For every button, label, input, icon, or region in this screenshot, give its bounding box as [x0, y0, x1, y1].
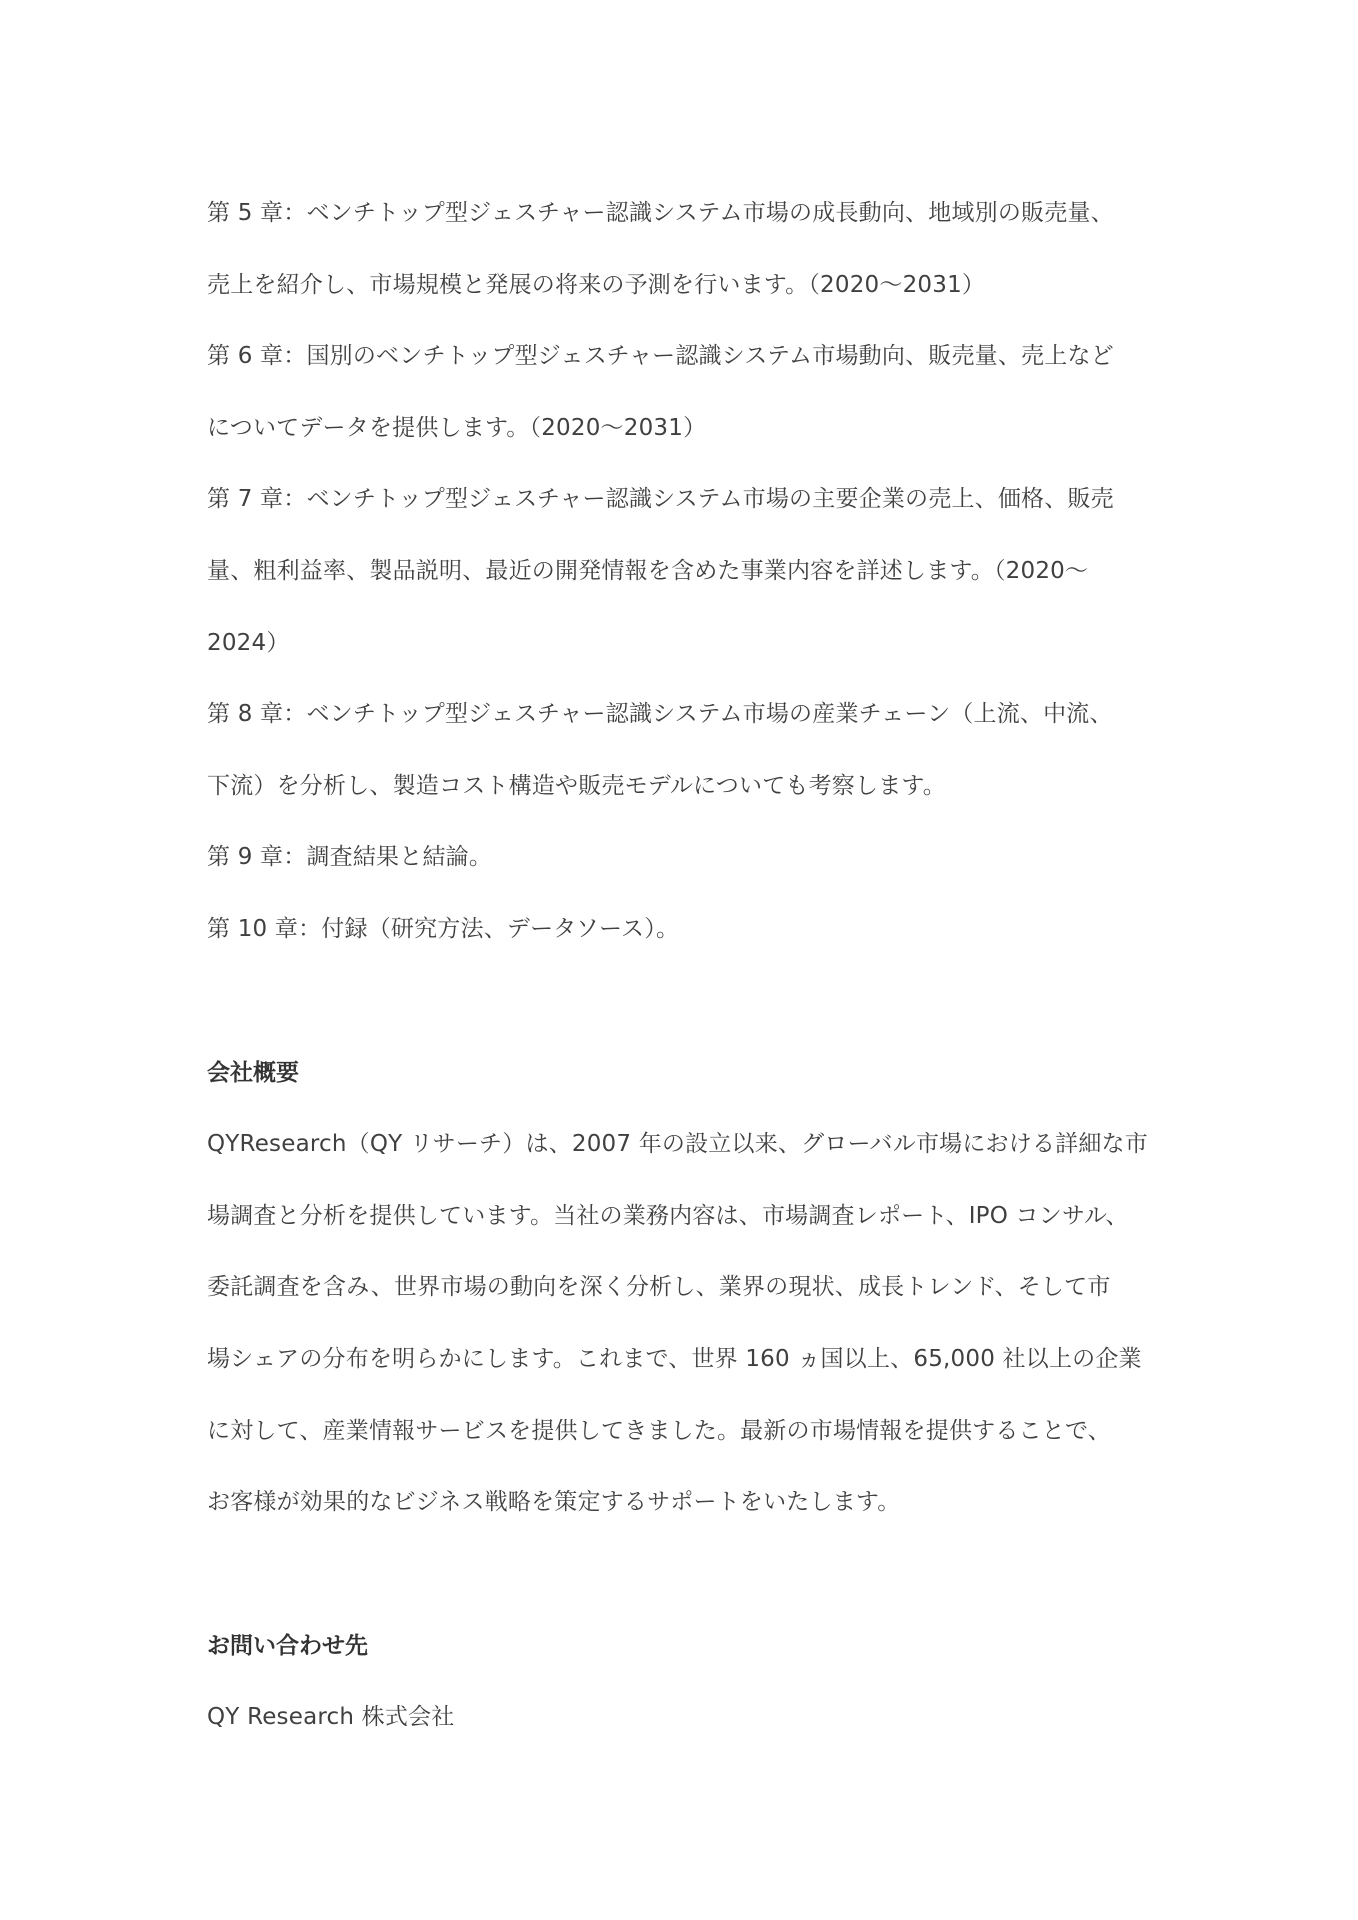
chapter-line: 2024）	[207, 629, 290, 656]
chapter-line: 第 10 章：付録（研究方法、データソース）。	[207, 915, 680, 942]
chapter-line: 第 5 章：ベンチトップ型ジェスチャー認識システム市場の成長動向、地域別の販売量、	[207, 200, 1114, 226]
company-overview-line: 場シェアの分布を明らかにします。これまで、世界 160 ヵ国以上、65,000 社以上の企業	[207, 1345, 1142, 1372]
contact-company-name: QY Research 株式会社	[207, 1704, 455, 1731]
chapter-line: 売上を紹介し、市場規模と発展の将来の予測を行います。（2020～2031）	[207, 271, 986, 298]
chapter-line: 下流）を分析し、製造コスト構造や販売モデルについても考察します。	[207, 772, 946, 799]
contact-heading: お問い合わせ先	[207, 1632, 368, 1659]
company-overview-heading: 会社概要	[207, 1059, 299, 1086]
chapter-list	[207, 178, 1167, 966]
section-spacer	[207, 966, 1167, 1038]
company-overview-line: お客様が効果的なビジネス戦略を策定するサポートをいたします。	[207, 1489, 901, 1516]
company-overview-line: に対して、産業情報サービスを提供してきました。最新の市場情報を提供することで、	[207, 1417, 1111, 1444]
company-overview-section	[207, 1038, 1167, 1539]
document-body	[207, 178, 1167, 1754]
chapter-line: 量、粗利益率、製品説明、最近の開発情報を含めた事業内容を詳述します。（2020～	[207, 557, 1089, 584]
company-overview-line: 場調査と分析を提供しています。当社の業務内容は、市場調査レポート、IPO コンサル、	[207, 1202, 1129, 1229]
chapter-line: についてデータを提供します。（2020～2031）	[207, 414, 707, 441]
company-overview-line: 委託調査を含み、世界市場の動向を深く分析し、業界の現状、成長トレンド、そして市	[207, 1274, 1111, 1301]
chapter-line: 第 9 章：調査結果と結論。	[207, 844, 493, 871]
chapter-line: 第 7 章：ベンチトップ型ジェスチャー認識システム市場の主要企業の売上、価格、販売	[207, 486, 1114, 513]
section-spacer	[207, 1539, 1167, 1611]
chapter-line: 第 6 章：国別のベンチトップ型ジェスチャー認識システム市場動向、販売量、売上など	[207, 343, 1114, 370]
company-overview-line: QYResearch（QY リサーチ）は、2007 年の設立以来、グローバル市場における詳細な市	[207, 1131, 1148, 1158]
chapter-line: 第 8 章：ベンチトップ型ジェスチャー認識システム市場の産業チェーン（上流、中流、	[207, 701, 1113, 728]
contact-section	[207, 1611, 1167, 1754]
